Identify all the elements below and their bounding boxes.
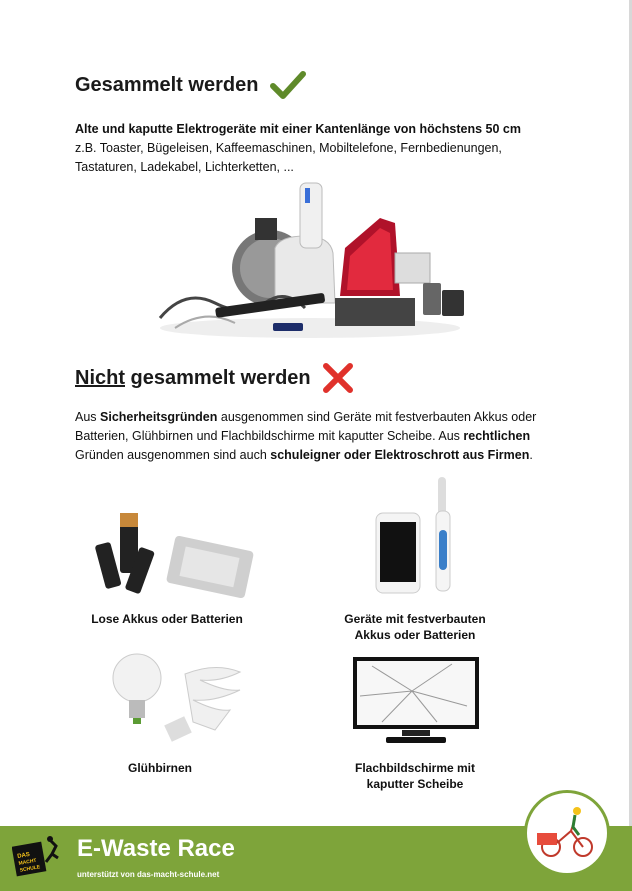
cyclist-icon bbox=[527, 793, 607, 873]
caption-builtin-line1: Geräte mit festverbauten bbox=[344, 612, 486, 626]
not-collected-heading-rest: gesammelt werden bbox=[125, 366, 311, 389]
footer-title: E-Waste Race bbox=[77, 835, 235, 862]
collected-heading-text: Gesammelt werden bbox=[75, 73, 259, 96]
nc-text-4: . bbox=[529, 448, 533, 462]
phone-toothbrush-image bbox=[372, 475, 467, 595]
not-collected-heading-underlined: Nicht bbox=[75, 366, 125, 389]
footer-subtitle: unterstützt von das-macht-schule.net bbox=[77, 870, 220, 879]
svg-text:MACHT: MACHT bbox=[18, 857, 37, 867]
electronics-collage-image bbox=[155, 178, 470, 343]
collected-line-bold: Alte und kaputte Elektrogeräte mit einer Kantenlänge von höchstens 50 cm bbox=[75, 122, 521, 136]
cyclist-badge bbox=[524, 790, 610, 876]
collected-line-normal: z.B. Toaster, Bügeleisen, Kaffeemaschinen, Mobiltelefone, Fernbedienungen, Tastaturen, Ladekabel, Lichterketten, ... bbox=[75, 141, 502, 174]
caption-builtin-line2: Akkus oder Batterien bbox=[354, 628, 476, 642]
nc-bold-2: rechtlichen bbox=[463, 429, 531, 443]
batteries-image bbox=[92, 508, 257, 600]
item-caption-builtin bbox=[330, 611, 500, 643]
das-macht-schule-logo bbox=[12, 834, 64, 880]
collected-text bbox=[75, 120, 565, 177]
nc-bold-3: schuleigner oder Elektroschrott aus Firmen bbox=[270, 448, 530, 462]
light-bulbs-image bbox=[105, 652, 250, 744]
nc-text-2: ausgenommen sind Geräte mit festverbauten Akkus oder Batterien, Glühbirnen und Flachbildschirme mit kaputter Scheibe. Aus bbox=[75, 410, 537, 443]
item-caption-bulbs: Glühbirnen bbox=[128, 761, 192, 775]
cross-icon bbox=[321, 362, 355, 394]
item-caption-screen bbox=[335, 760, 495, 792]
not-collected-text bbox=[75, 408, 565, 465]
svg-text:SCHULE: SCHULE bbox=[19, 864, 41, 874]
nc-text-3: Gründen ausgenommen sind auch bbox=[75, 448, 271, 462]
nc-bold-1: Sicherheitsgründen bbox=[100, 410, 218, 424]
broken-screen-image bbox=[352, 656, 480, 748]
caption-screen-line1: Flachbildschirme mit bbox=[354, 761, 476, 775]
nc-text-1: Aus bbox=[75, 410, 101, 424]
caption-screen-line2: kaputter Scheibe bbox=[366, 777, 464, 791]
collected-heading bbox=[75, 70, 306, 100]
item-caption-batteries: Lose Akkus oder Batterien bbox=[91, 612, 243, 626]
check-icon bbox=[270, 70, 306, 100]
not-collected-heading bbox=[75, 362, 355, 394]
svg-text:DAS: DAS bbox=[16, 851, 31, 860]
